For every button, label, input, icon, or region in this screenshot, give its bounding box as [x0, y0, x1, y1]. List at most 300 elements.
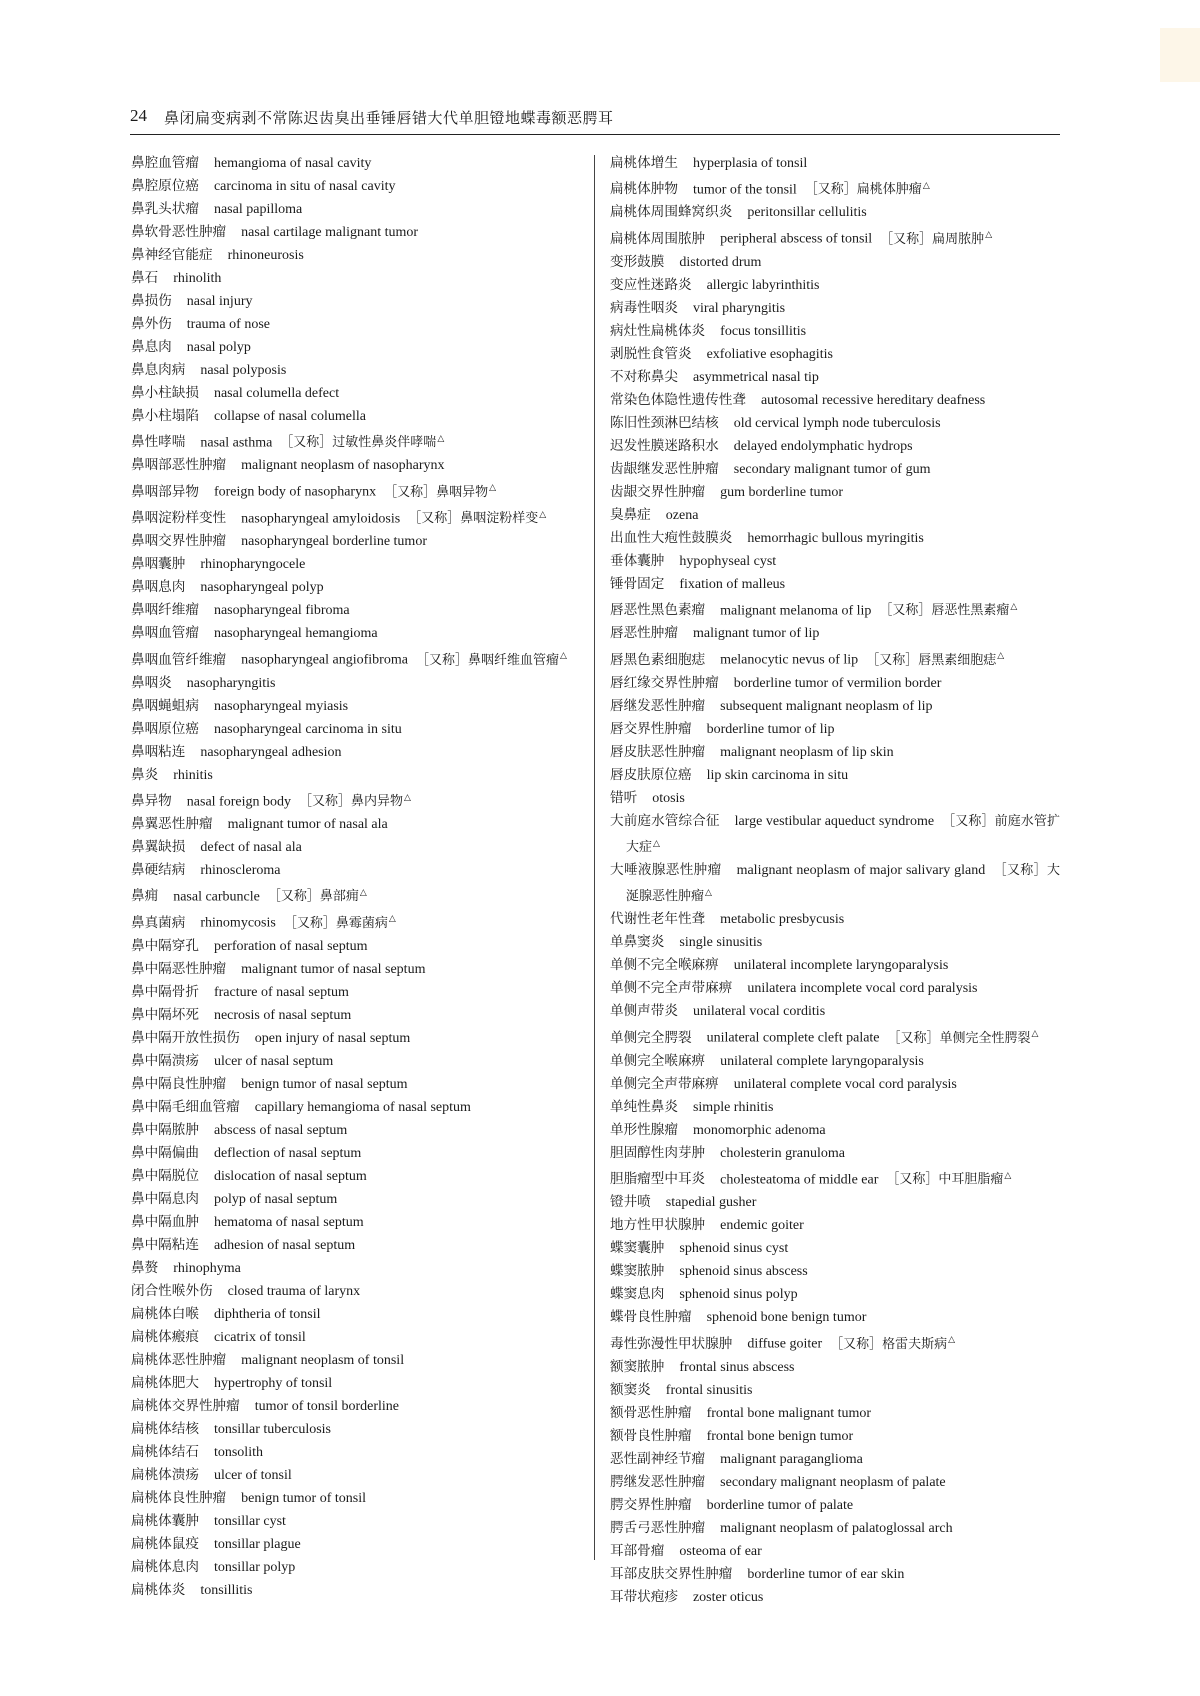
glossary-entry	[610, 224, 1060, 250]
term-chinese: 扁桃体良性肿瘤	[131, 1489, 227, 1506]
glossary-entry	[610, 1540, 1060, 1563]
term-chinese: 单鼻窦炎	[610, 934, 665, 951]
term-english: rhinoscleroma	[200, 862, 281, 878]
glossary-entry	[131, 1533, 579, 1556]
term-english: frontal bone malignant tumor	[706, 1405, 872, 1421]
glossary-entry	[131, 1211, 579, 1234]
glossary-entry	[610, 1586, 1060, 1609]
glossary-entry	[610, 1517, 1060, 1540]
term-english: lip skin carcinoma in situ	[706, 767, 849, 783]
term-english: defect of nasal ala	[200, 839, 302, 855]
term-english: rhinitis	[173, 767, 213, 783]
glossary-entry	[131, 695, 579, 718]
term-english: malignant tumor of nasal ala	[227, 816, 388, 832]
term-chinese: 鼻神经官能症	[131, 247, 213, 263]
term-chinese: 腭交界性肿瘤	[610, 1496, 692, 1513]
term-chinese: 胆脂瘤型中耳炎	[610, 1171, 706, 1188]
term-english: tonsolith	[213, 1444, 263, 1460]
term-english: subsequent malignant neoplasm of lip	[720, 698, 933, 714]
triangle-mark-icon: △	[653, 838, 660, 849]
triangle-mark-icon: △	[948, 1335, 956, 1346]
glossary-entry	[131, 1142, 579, 1165]
term-english: nasopharyngeal polyp	[200, 580, 324, 596]
glossary-entry	[610, 645, 1060, 671]
term-alias: ［又称］格雷夫斯病	[830, 1336, 948, 1352]
term-chinese: 耳部骨瘤	[610, 1542, 665, 1559]
glossary-entry	[131, 454, 579, 477]
triangle-mark-icon: △	[437, 434, 445, 444]
term-english: unilatera incomplete vocal cord paralysis	[747, 981, 978, 997]
term-english: closed trauma of larynx	[227, 1283, 361, 1299]
term-chinese: 蝶窦囊肿	[610, 1240, 665, 1257]
glossary-entry	[610, 908, 1060, 931]
glossary-entry	[131, 859, 579, 882]
term-english: exfoliative esophagitis	[706, 346, 833, 362]
term-chinese: 腭舌弓恶性肿瘤	[610, 1519, 706, 1536]
term-chinese: 鼻硬结病	[131, 861, 186, 878]
term-english: nasal asthma	[200, 435, 273, 451]
term-english: rhinoneurosis	[227, 248, 304, 263]
glossary-entry	[131, 1395, 579, 1418]
term-english: frontal sinusitis	[665, 1382, 753, 1398]
term-chinese: 臭鼻症	[610, 506, 651, 523]
term-chinese: 常染色体隐性遗传性聋	[610, 391, 746, 408]
term-chinese: 扁桃体结核	[131, 1420, 199, 1437]
term-english: peripheral abscess of tonsil	[720, 231, 873, 247]
term-english: diphtheria of tonsil	[213, 1306, 321, 1322]
glossary-entry	[610, 1000, 1060, 1023]
glossary-entry	[131, 787, 579, 813]
glossary-entry	[610, 573, 1060, 596]
term-chinese: 迟发性膜迷路积水	[610, 437, 719, 454]
term-chinese: 陈旧性颈淋巴结核	[610, 414, 719, 431]
glossary-entry	[131, 267, 579, 290]
term-chinese: 扁桃体白喉	[131, 1305, 199, 1322]
term-english: nasopharyngitis	[186, 675, 276, 691]
term-chinese: 鼻石	[131, 270, 159, 286]
term-chinese: 扁桃体增生	[610, 155, 678, 171]
term-chinese: 鼻炎	[131, 766, 159, 783]
term-chinese: 大唾液腺恶性肿瘤	[610, 861, 722, 878]
glossary-entry	[610, 297, 1060, 320]
term-chinese: 出血性大疱性鼓膜炎	[610, 529, 733, 546]
term-english: capillary hemangioma of nasal septum	[254, 1099, 471, 1115]
term-alias: ［又称］鼻霉菌病	[283, 915, 388, 931]
term-english: malignant melanoma of lip	[720, 603, 872, 619]
triangle-mark-icon: △	[1031, 1029, 1039, 1040]
glossary-entry	[610, 1096, 1060, 1119]
triangle-mark-icon: △	[705, 887, 712, 898]
term-chinese: 扁桃体囊肿	[131, 1512, 199, 1529]
term-english: open injury of nasal septum	[254, 1030, 411, 1046]
term-chinese: 鼻痈	[131, 888, 159, 905]
glossary-entry	[610, 810, 1060, 859]
term-english: cholesteatoma of middle ear	[720, 1172, 879, 1188]
glossary-entry	[131, 1004, 579, 1027]
glossary-entry	[131, 1349, 579, 1372]
term-english: monomorphic adenoma	[692, 1122, 826, 1138]
term-chinese: 扁桃体周围脓肿	[610, 230, 706, 247]
glossary-entry	[131, 175, 579, 198]
term-english: hypertrophy of tonsil	[213, 1375, 333, 1391]
term-english: dislocation of nasal septum	[213, 1168, 367, 1184]
term-chinese: 扁桃体结石	[131, 1443, 199, 1460]
term-chinese: 垂体囊肿	[610, 552, 665, 569]
term-english: borderline tumor of vermilion border	[733, 675, 942, 691]
glossary-entry	[610, 1306, 1060, 1329]
term-english: nasal columella defect	[213, 386, 340, 401]
glossary-entry	[131, 152, 579, 175]
glossary-entry	[610, 458, 1060, 481]
term-chinese: 鼻息肉病	[131, 362, 186, 378]
term-chinese: 额骨恶性肿瘤	[610, 1404, 692, 1421]
glossary-entry	[131, 382, 579, 405]
term-english: nasopharyngeal fibroma	[213, 603, 350, 619]
term-chinese: 单侧完全声带麻痹	[610, 1075, 719, 1092]
term-chinese: 单纯性鼻炎	[610, 1098, 678, 1115]
glossary-entry	[610, 1402, 1060, 1425]
term-chinese: 变应性迷路炎	[610, 276, 692, 293]
glossary-entry	[131, 908, 579, 934]
term-chinese: 毒性弥漫性甲状腺肿	[610, 1335, 733, 1352]
term-english: necrosis of nasal septum	[213, 1007, 352, 1023]
triangle-mark-icon: △	[539, 509, 547, 520]
glossary-entry	[610, 695, 1060, 718]
term-english: endemic goiter	[720, 1218, 804, 1234]
term-chinese: 恶性副神经节瘤	[610, 1450, 706, 1467]
term-chinese: 鼻乳头状瘤	[131, 201, 199, 217]
glossary-entry	[610, 764, 1060, 787]
term-chinese: 鼻异物	[131, 792, 172, 809]
term-english: malignant tumor of nasal septum	[241, 961, 426, 977]
glossary-entry	[131, 1303, 579, 1326]
term-chinese: 扁桃体炎	[131, 1581, 186, 1598]
term-chinese: 鼻咽粘连	[131, 743, 186, 760]
term-chinese: 病灶性扁桃体炎	[610, 322, 706, 339]
term-english: malignant neoplasm of lip skin	[720, 744, 894, 760]
term-english: unilateral complete laryngoparalysis	[720, 1053, 924, 1069]
term-chinese: 齿龈交界性肿瘤	[610, 483, 706, 500]
term-english: rhinophyma	[173, 1260, 241, 1276]
glossary-entry	[131, 504, 579, 530]
glossary-entry	[610, 366, 1060, 389]
term-english: foreign body of nasopharynx	[213, 484, 377, 500]
term-english: hyperplasia of tonsil	[692, 156, 808, 171]
term-english: malignant neoplasm of tonsil	[241, 1352, 405, 1368]
glossary-entry	[610, 550, 1060, 573]
term-english: focus tonsillitis	[720, 323, 807, 339]
term-english: ulcer of nasal septum	[213, 1053, 334, 1069]
glossary-entry	[610, 152, 1060, 175]
term-chinese: 镫井喷	[610, 1194, 651, 1211]
glossary-entry	[610, 622, 1060, 645]
glossary-entry	[610, 175, 1060, 201]
glossary-entry	[131, 718, 579, 741]
term-english: tumor of the tonsil	[692, 182, 797, 198]
term-chinese: 鼻小柱塌陷	[131, 408, 199, 424]
term-chinese: 鼻咽炎	[131, 674, 172, 691]
term-chinese: 鼻腔原位癌	[131, 178, 199, 194]
term-chinese: 鼻咽纤维瘤	[131, 602, 199, 619]
term-english: benign tumor of nasal septum	[241, 1076, 408, 1092]
term-chinese: 鼻损伤	[131, 293, 172, 309]
term-chinese: 额窦炎	[610, 1381, 651, 1398]
term-english: rhinomycosis	[200, 915, 276, 931]
term-chinese: 蝶窦息肉	[610, 1286, 665, 1303]
glossary-entry	[131, 428, 579, 454]
term-chinese: 鼻咽交界性肿瘤	[131, 533, 227, 550]
term-english: sphenoid sinus abscess	[679, 1264, 808, 1280]
term-chinese: 扁桃体恶性肿瘤	[131, 1351, 227, 1368]
glossary-entry	[610, 1214, 1060, 1237]
term-chinese: 鼻赘	[131, 1259, 159, 1276]
triangle-mark-icon: △	[1010, 601, 1018, 612]
term-alias: ［又称］唇黑素细胞痣	[866, 652, 997, 668]
glossary-entry	[131, 1073, 579, 1096]
term-english: trauma of nose	[186, 317, 270, 332]
term-chinese: 不对称鼻尖	[610, 368, 678, 385]
term-chinese: 蝶窦脓肿	[610, 1263, 665, 1280]
glossary-entry	[131, 1487, 579, 1510]
term-chinese: 鼻咽息肉	[131, 579, 186, 596]
glossary-entry	[131, 405, 579, 428]
term-chinese: 扁桃体周围蜂窝织炎	[610, 204, 733, 221]
glossary-entry	[131, 198, 579, 221]
term-english: melanocytic nevus of lip	[720, 652, 859, 668]
glossary-entry	[131, 553, 579, 576]
glossary-entry	[610, 320, 1060, 343]
glossary-entry	[610, 343, 1060, 366]
term-alias: ［又称］鼻部痈	[267, 889, 359, 905]
glossary-entry	[131, 359, 579, 382]
term-english: nasopharyngeal carcinoma in situ	[213, 721, 402, 737]
term-english: nasal polyp	[186, 340, 251, 355]
glossary-entry	[131, 1257, 579, 1280]
glossary-entry	[610, 741, 1060, 764]
term-english: autosomal recessive hereditary deafness	[760, 392, 986, 408]
term-chinese: 鼻中隔坏死	[131, 1006, 199, 1023]
term-english: carcinoma in situ of nasal cavity	[213, 179, 396, 194]
term-chinese: 鼻咽血管瘤	[131, 625, 199, 642]
term-english: rhinopharyngocele	[200, 557, 306, 573]
term-english: ulcer of tonsil	[213, 1467, 292, 1483]
term-chinese: 鼻腔血管瘤	[131, 155, 199, 171]
term-english: gum borderline tumor	[720, 484, 844, 500]
glossary-entry	[131, 1280, 579, 1303]
glossary-entry	[131, 622, 579, 645]
term-english: nasal cartilage malignant tumor	[241, 225, 419, 240]
glossary-entry	[610, 435, 1060, 458]
term-chinese: 鼻咽淀粉样变性	[131, 510, 227, 527]
term-english: sphenoid sinus polyp	[679, 1287, 798, 1303]
term-chinese: 额骨良性肿瘤	[610, 1427, 692, 1444]
term-english: secondary malignant neoplasm of palate	[720, 1474, 946, 1490]
term-alias: ［又称］过敏性鼻炎伴哮喘	[280, 435, 437, 451]
term-english: rhinolith	[173, 271, 222, 286]
term-english: otosis	[652, 790, 685, 806]
term-english: borderline tumor of lip	[706, 721, 835, 737]
glossary-entry	[610, 1050, 1060, 1073]
term-chinese: 错听	[610, 789, 638, 806]
glossary-entry	[610, 859, 1060, 908]
triangle-mark-icon: △	[404, 792, 411, 803]
term-alias: ［又称］扁桃体肿瘤	[804, 182, 922, 198]
term-chinese: 鼻真菌病	[131, 914, 186, 931]
term-english: old cervical lymph node tuberculosis	[733, 415, 941, 431]
term-chinese: 地方性甲状腺肿	[610, 1217, 706, 1234]
term-english: hematoma of nasal septum	[213, 1214, 364, 1230]
term-english: sphenoid bone benign tumor	[706, 1310, 867, 1326]
glossary-entry	[131, 1096, 579, 1119]
page-title: 鼻闭扁变病剥不常陈迟齿臭出垂锤唇错大代单胆镫地蝶毒额恶腭耳	[164, 109, 614, 127]
term-english: cholesterin granuloma	[720, 1145, 845, 1161]
glossary-entry	[610, 1165, 1060, 1191]
glossary-entry	[610, 1073, 1060, 1096]
term-chinese: 额窦脓肿	[610, 1358, 665, 1375]
term-chinese: 唇恶性肿瘤	[610, 625, 678, 642]
term-chinese: 唇皮肤原位癌	[610, 766, 692, 783]
glossary-entry	[610, 787, 1060, 810]
term-english: tonsillar plague	[213, 1536, 301, 1552]
term-chinese: 扁桃体息肉	[131, 1558, 199, 1575]
term-chinese: 大前庭水管综合征	[610, 812, 720, 829]
glossary-entry	[610, 1563, 1060, 1586]
term-english: diffuse goiter	[747, 1336, 823, 1352]
term-chinese: 鼻翼缺损	[131, 838, 186, 855]
term-english: zoster oticus	[692, 1589, 764, 1605]
term-english: fracture of nasal septum	[213, 984, 349, 1000]
term-english: unilateral incomplete laryngoparalysis	[733, 958, 949, 974]
glossary-entry	[610, 1260, 1060, 1283]
glossary-entry	[131, 1372, 579, 1395]
term-alias: ［又称］鼻内异物	[298, 793, 403, 809]
term-chinese: 鼻外伤	[131, 316, 172, 332]
glossary-entry	[131, 958, 579, 981]
term-chinese: 鼻中隔脱位	[131, 1167, 199, 1184]
glossary-entry	[131, 1441, 579, 1464]
term-english: malignant paraganglioma	[720, 1451, 863, 1467]
term-english: malignant tumor of lip	[692, 626, 820, 642]
term-english: nasal carbuncle	[173, 889, 260, 905]
term-english: large vestibular aqueduct syndrome	[734, 813, 935, 829]
glossary-entry	[610, 389, 1060, 412]
term-chinese: 闭合性喉外伤	[131, 1282, 213, 1299]
glossary-entry	[131, 336, 579, 359]
term-alias: ［又称］中耳胆脂瘤	[886, 1172, 1004, 1188]
triangle-mark-icon: △	[922, 181, 930, 191]
term-english: unilateral vocal corditis	[692, 1004, 826, 1020]
term-chinese: 单侧不完全喉麻痹	[610, 957, 719, 974]
term-chinese: 鼻中隔偏曲	[131, 1144, 199, 1161]
term-chinese: 代谢性老年性聋	[610, 911, 706, 928]
glossary-entry	[131, 221, 579, 244]
glossary-entry	[610, 274, 1060, 297]
glossary-entry	[610, 504, 1060, 527]
term-english: borderline tumor of ear skin	[747, 1566, 905, 1582]
term-english: unilateral complete vocal cord paralysis	[733, 1076, 957, 1092]
term-english: nasopharyngeal angiofibroma	[241, 652, 408, 668]
term-chinese: 鼻中隔脓肿	[131, 1121, 199, 1138]
term-chinese: 鼻中隔骨折	[131, 983, 199, 1000]
page-header	[130, 104, 1060, 135]
term-chinese: 扁桃体瘢痕	[131, 1328, 199, 1345]
glossary-entry	[131, 1556, 579, 1579]
term-english: nasal injury	[186, 294, 253, 309]
term-english: hemangioma of nasal cavity	[213, 156, 372, 171]
term-english: abscess of nasal septum	[213, 1122, 348, 1138]
term-english: nasopharyngeal adhesion	[200, 744, 342, 760]
term-english: adhesion of nasal septum	[213, 1237, 356, 1253]
term-chinese: 胆固醇性肉芽肿	[610, 1144, 706, 1161]
term-english: metabolic presbycusis	[720, 912, 845, 928]
term-chinese: 唇红缘交界性肿瘤	[610, 674, 719, 691]
glossary-entry	[131, 981, 579, 1004]
triangle-mark-icon: △	[985, 230, 993, 241]
glossary-entry	[610, 1142, 1060, 1165]
glossary-entry	[131, 882, 579, 908]
term-english: osteoma of ear	[679, 1543, 762, 1559]
term-english: nasopharyngeal myiasis	[213, 698, 349, 714]
term-chinese: 单侧完全喉麻痹	[610, 1052, 706, 1069]
glossary-entry	[610, 718, 1060, 741]
term-chinese: 鼻咽蝇蛆病	[131, 697, 199, 714]
term-english: fixation of malleus	[679, 576, 786, 592]
glossary-entry	[610, 201, 1060, 224]
term-english: nasopharyngeal amyloidosis	[241, 511, 401, 527]
term-alias: ［又称］单侧完全性腭裂	[887, 1030, 1031, 1046]
term-chinese: 单形性腺瘤	[610, 1121, 678, 1138]
term-english: secondary malignant tumor of gum	[733, 461, 931, 477]
term-chinese: 病毒性咽炎	[610, 299, 678, 316]
term-english: malignant neoplasm of major salivary gland	[736, 862, 986, 878]
glossary-entry	[610, 527, 1060, 550]
glossary-entry	[131, 313, 579, 336]
term-english: single sinusitis	[679, 935, 763, 951]
term-alias: ［又称］前庭水管扩大症	[626, 813, 1060, 855]
term-english: distorted drum	[679, 254, 762, 270]
term-alias: ［又称］大涎腺恶性肿瘤	[626, 862, 1060, 905]
term-english: viral pharyngitis	[692, 300, 786, 316]
term-chinese: 扁桃体肿物	[610, 181, 678, 198]
term-chinese: 剥脱性食管炎	[610, 345, 692, 362]
glossary-entry	[610, 1237, 1060, 1260]
term-english: cicatrix of tonsil	[213, 1329, 306, 1345]
term-chinese: 锤骨固定	[610, 575, 665, 592]
glossary-entry	[131, 1464, 579, 1487]
glossary-entry	[131, 1418, 579, 1441]
term-chinese: 鼻中隔息肉	[131, 1190, 199, 1207]
triangle-mark-icon: △	[388, 914, 396, 925]
glossary-entry	[610, 1119, 1060, 1142]
term-chinese: 鼻咽部恶性肿瘤	[131, 457, 227, 474]
term-english: hemorrhagic bullous myringitis	[747, 530, 924, 546]
term-english: tonsillar cyst	[213, 1513, 286, 1529]
term-english: nasal foreign body	[186, 793, 291, 809]
term-english: nasopharyngeal hemangioma	[213, 626, 378, 642]
term-chinese: 鼻咽原位癌	[131, 720, 199, 737]
glossary-entry	[610, 596, 1060, 622]
term-chinese: 鼻咽血管纤维瘤	[131, 651, 227, 668]
glossary-entry	[131, 244, 579, 267]
term-english: tumor of tonsil borderline	[254, 1398, 400, 1414]
term-chinese: 腭继发恶性肿瘤	[610, 1473, 706, 1490]
glossary-entry	[610, 954, 1060, 977]
term-chinese: 扁桃体溃疡	[131, 1466, 199, 1483]
glossary-entry	[131, 1579, 579, 1602]
term-english: peritonsillar cellulitis	[747, 205, 867, 221]
glossary-entry	[610, 977, 1060, 1000]
term-english: hypophyseal cyst	[679, 553, 777, 569]
